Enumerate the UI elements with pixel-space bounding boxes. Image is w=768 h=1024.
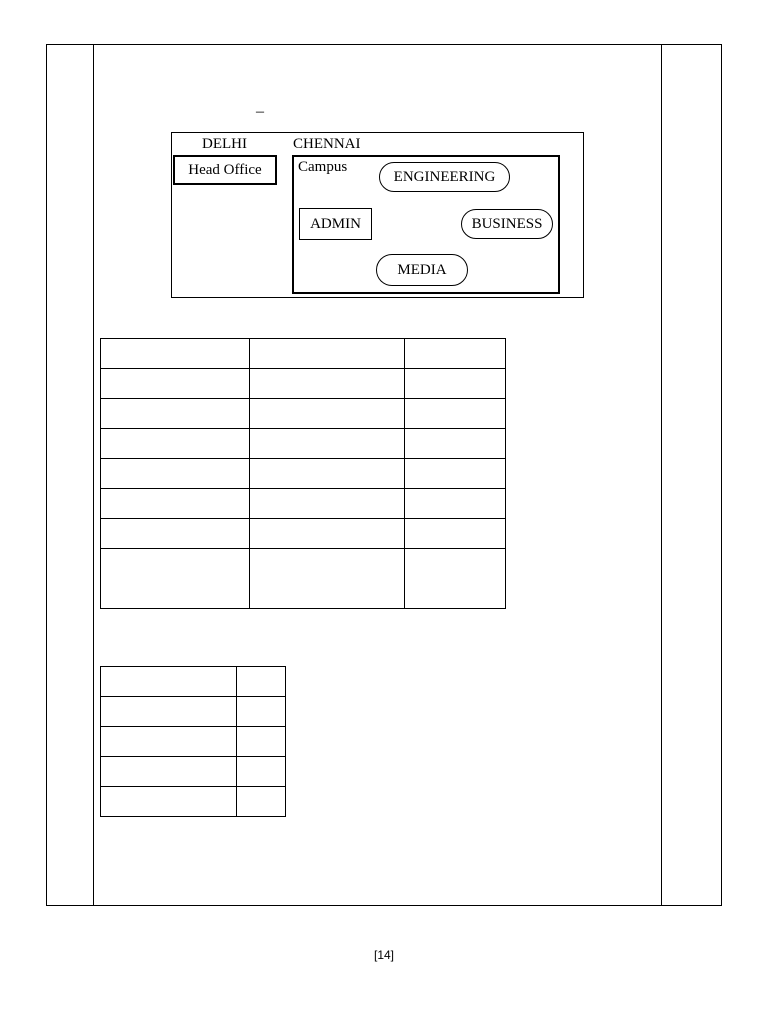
business-block: BUSINESS [461, 209, 553, 239]
table-row [101, 399, 506, 429]
table-row [101, 369, 506, 399]
table-row [101, 667, 286, 697]
table-row [101, 727, 286, 757]
table-row [101, 429, 506, 459]
admin-block: ADMIN [299, 208, 372, 240]
right-column-divider [661, 44, 662, 906]
media-block: MEDIA [376, 254, 468, 286]
dash-mark: – [256, 103, 264, 120]
table-2 [100, 666, 286, 817]
campus-label: Campus [298, 159, 348, 175]
head-office-box: Head Office [173, 155, 277, 185]
table-row [101, 697, 286, 727]
table-row [101, 787, 286, 817]
table-row [101, 489, 506, 519]
table-row [101, 757, 286, 787]
table-row [101, 549, 506, 609]
engineering-block: ENGINEERING [379, 162, 510, 192]
chennai-label: CHENNAI [293, 136, 361, 152]
table-row [101, 339, 506, 369]
delhi-label: DELHI [202, 136, 247, 152]
page-number: [14] [373, 948, 394, 962]
table-row [101, 459, 506, 489]
table-row [101, 519, 506, 549]
left-column-divider [93, 44, 94, 906]
table-1 [100, 338, 506, 609]
